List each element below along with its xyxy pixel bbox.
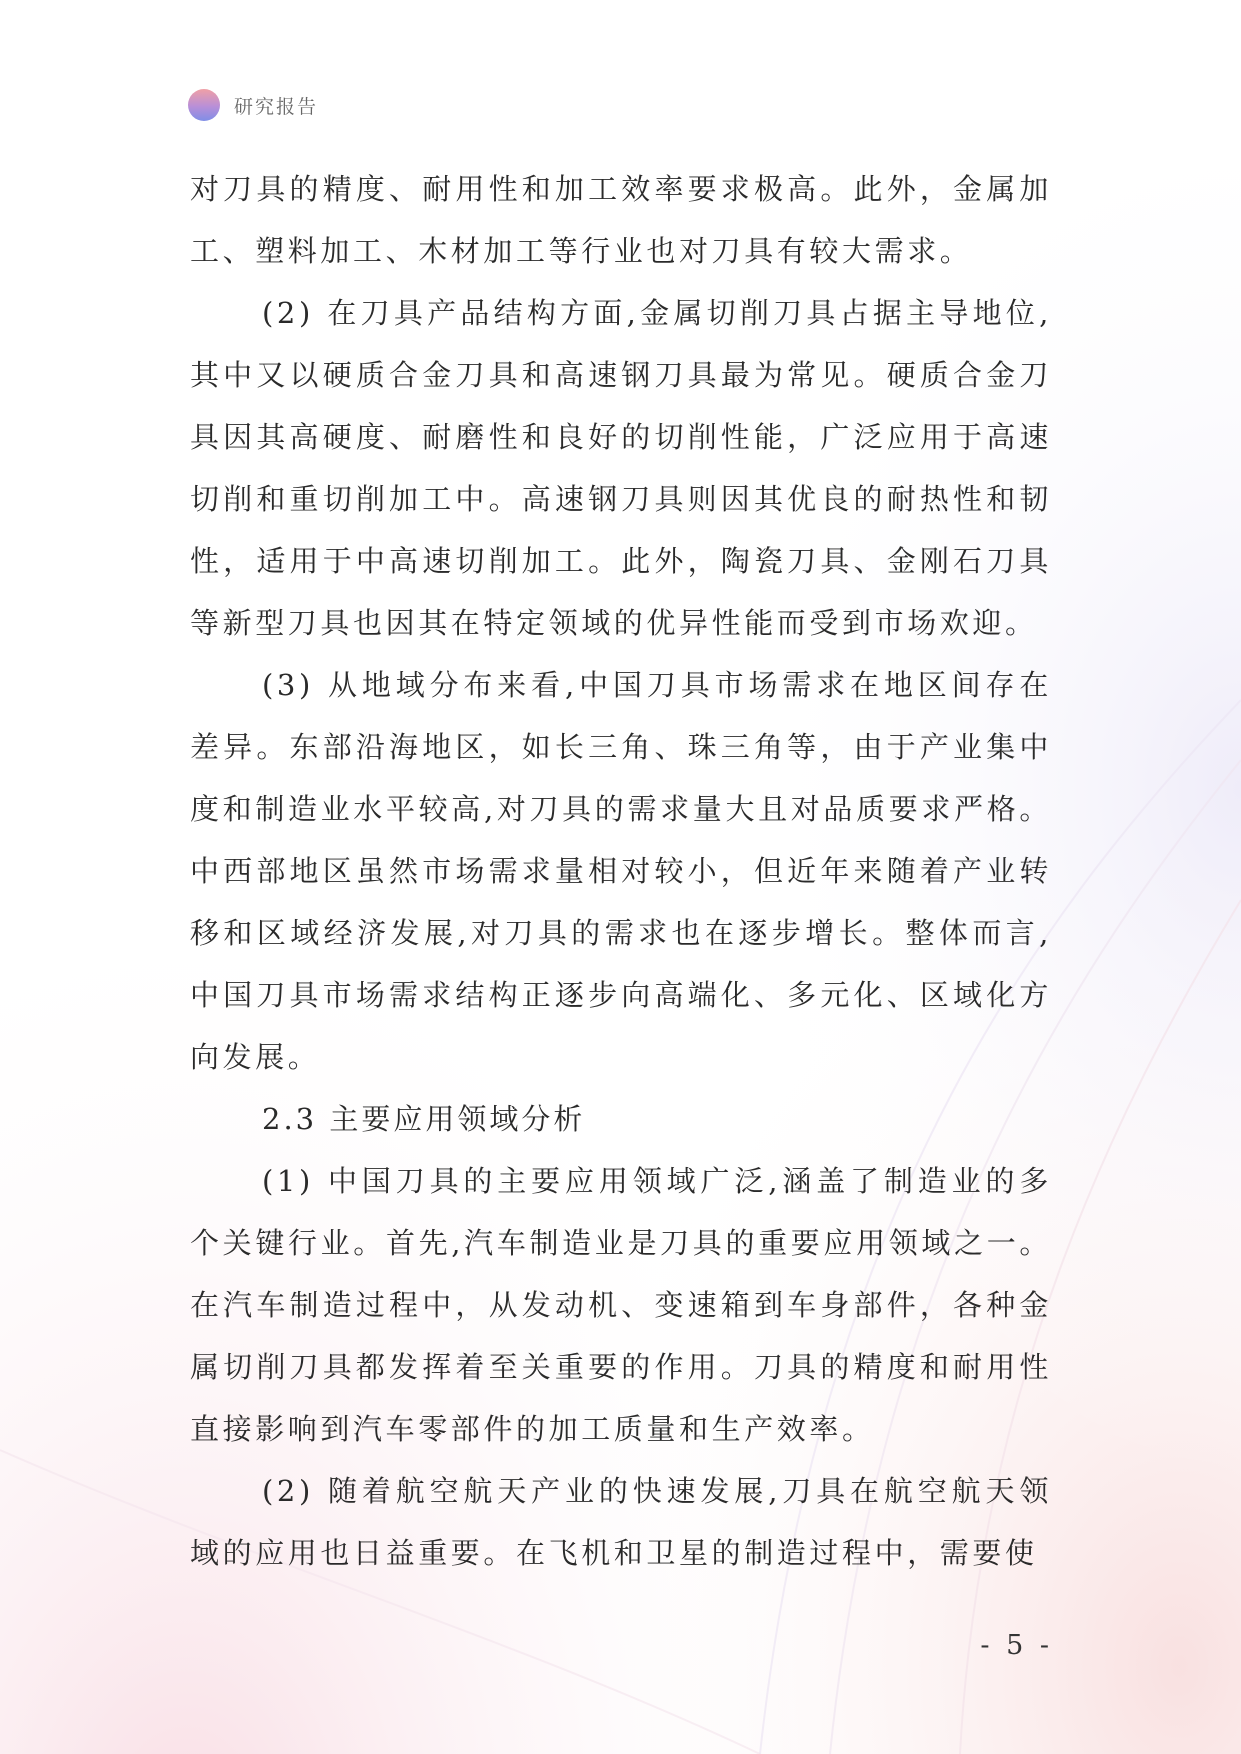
logo-circle-icon	[188, 89, 220, 121]
paragraph-regional-distribution: (3) 从地域分布来看,中国刀具市场需求在地区间存在差异。东部沿海地区，如长三角、珠三角等，由于产业集中度和制造业水平较高,对刀具的需求量大且对品质要求严格。中西部地区虽然市场需求量相对较小，但近年来随着产业转移和区域经济发展,对刀具的需求也在逐步增长。整体而言,中国刀具市场需求结构正逐步向高端化、多元化、区域化方向发展。	[190, 668, 1052, 1074]
paragraph-continued: 对刀具的精度、耐用性和加工效率要求极高。此外，金属加工、塑料加工、木材加工等行业也对刀具有较大需求。	[190, 172, 1052, 268]
paragraph-application-fields: (1) 中国刀具的主要应用领域广泛,涵盖了制造业的多个关键行业。首先,汽车制造业是刀具的重要应用领域之一。在汽车制造过程中，从发动机、变速箱到车身部件，各种金属切削刀具都发挥着至关重要的作用。刀具的精度和耐用性直接影响到汽车零部件的加工质量和生产效率。	[190, 1164, 1052, 1446]
page-number: - 5 -	[980, 1630, 1053, 1661]
section-heading: 2.3 主要应用领域分析	[262, 1102, 586, 1136]
report-header	[188, 88, 318, 122]
header-title: 研究报告	[234, 95, 319, 118]
paragraph-product-structure: (2) 在刀具产品结构方面,金属切削刀具占据主导地位,其中又以硬质合金刀具和高速钢刀具最为常见。硬质合金刀具因其高硬度、耐磨性和良好的切削性能，广泛应用于高速切削和重切削加工中。高速钢刀具则因其优良的耐热性和韧性，适用于中高速切削加工。此外，陶瓷刀具、金刚石刀具等新型刀具也因其在特定领域的优异性能而受到市场欢迎。	[190, 296, 1052, 640]
paragraph-aerospace: (2) 随着航空航天产业的快速发展,刀具在航空航天领域的应用也日益重要。在飞机和卫星的制造过程中，需要使	[190, 1474, 1052, 1570]
document-body	[190, 158, 1052, 1584]
